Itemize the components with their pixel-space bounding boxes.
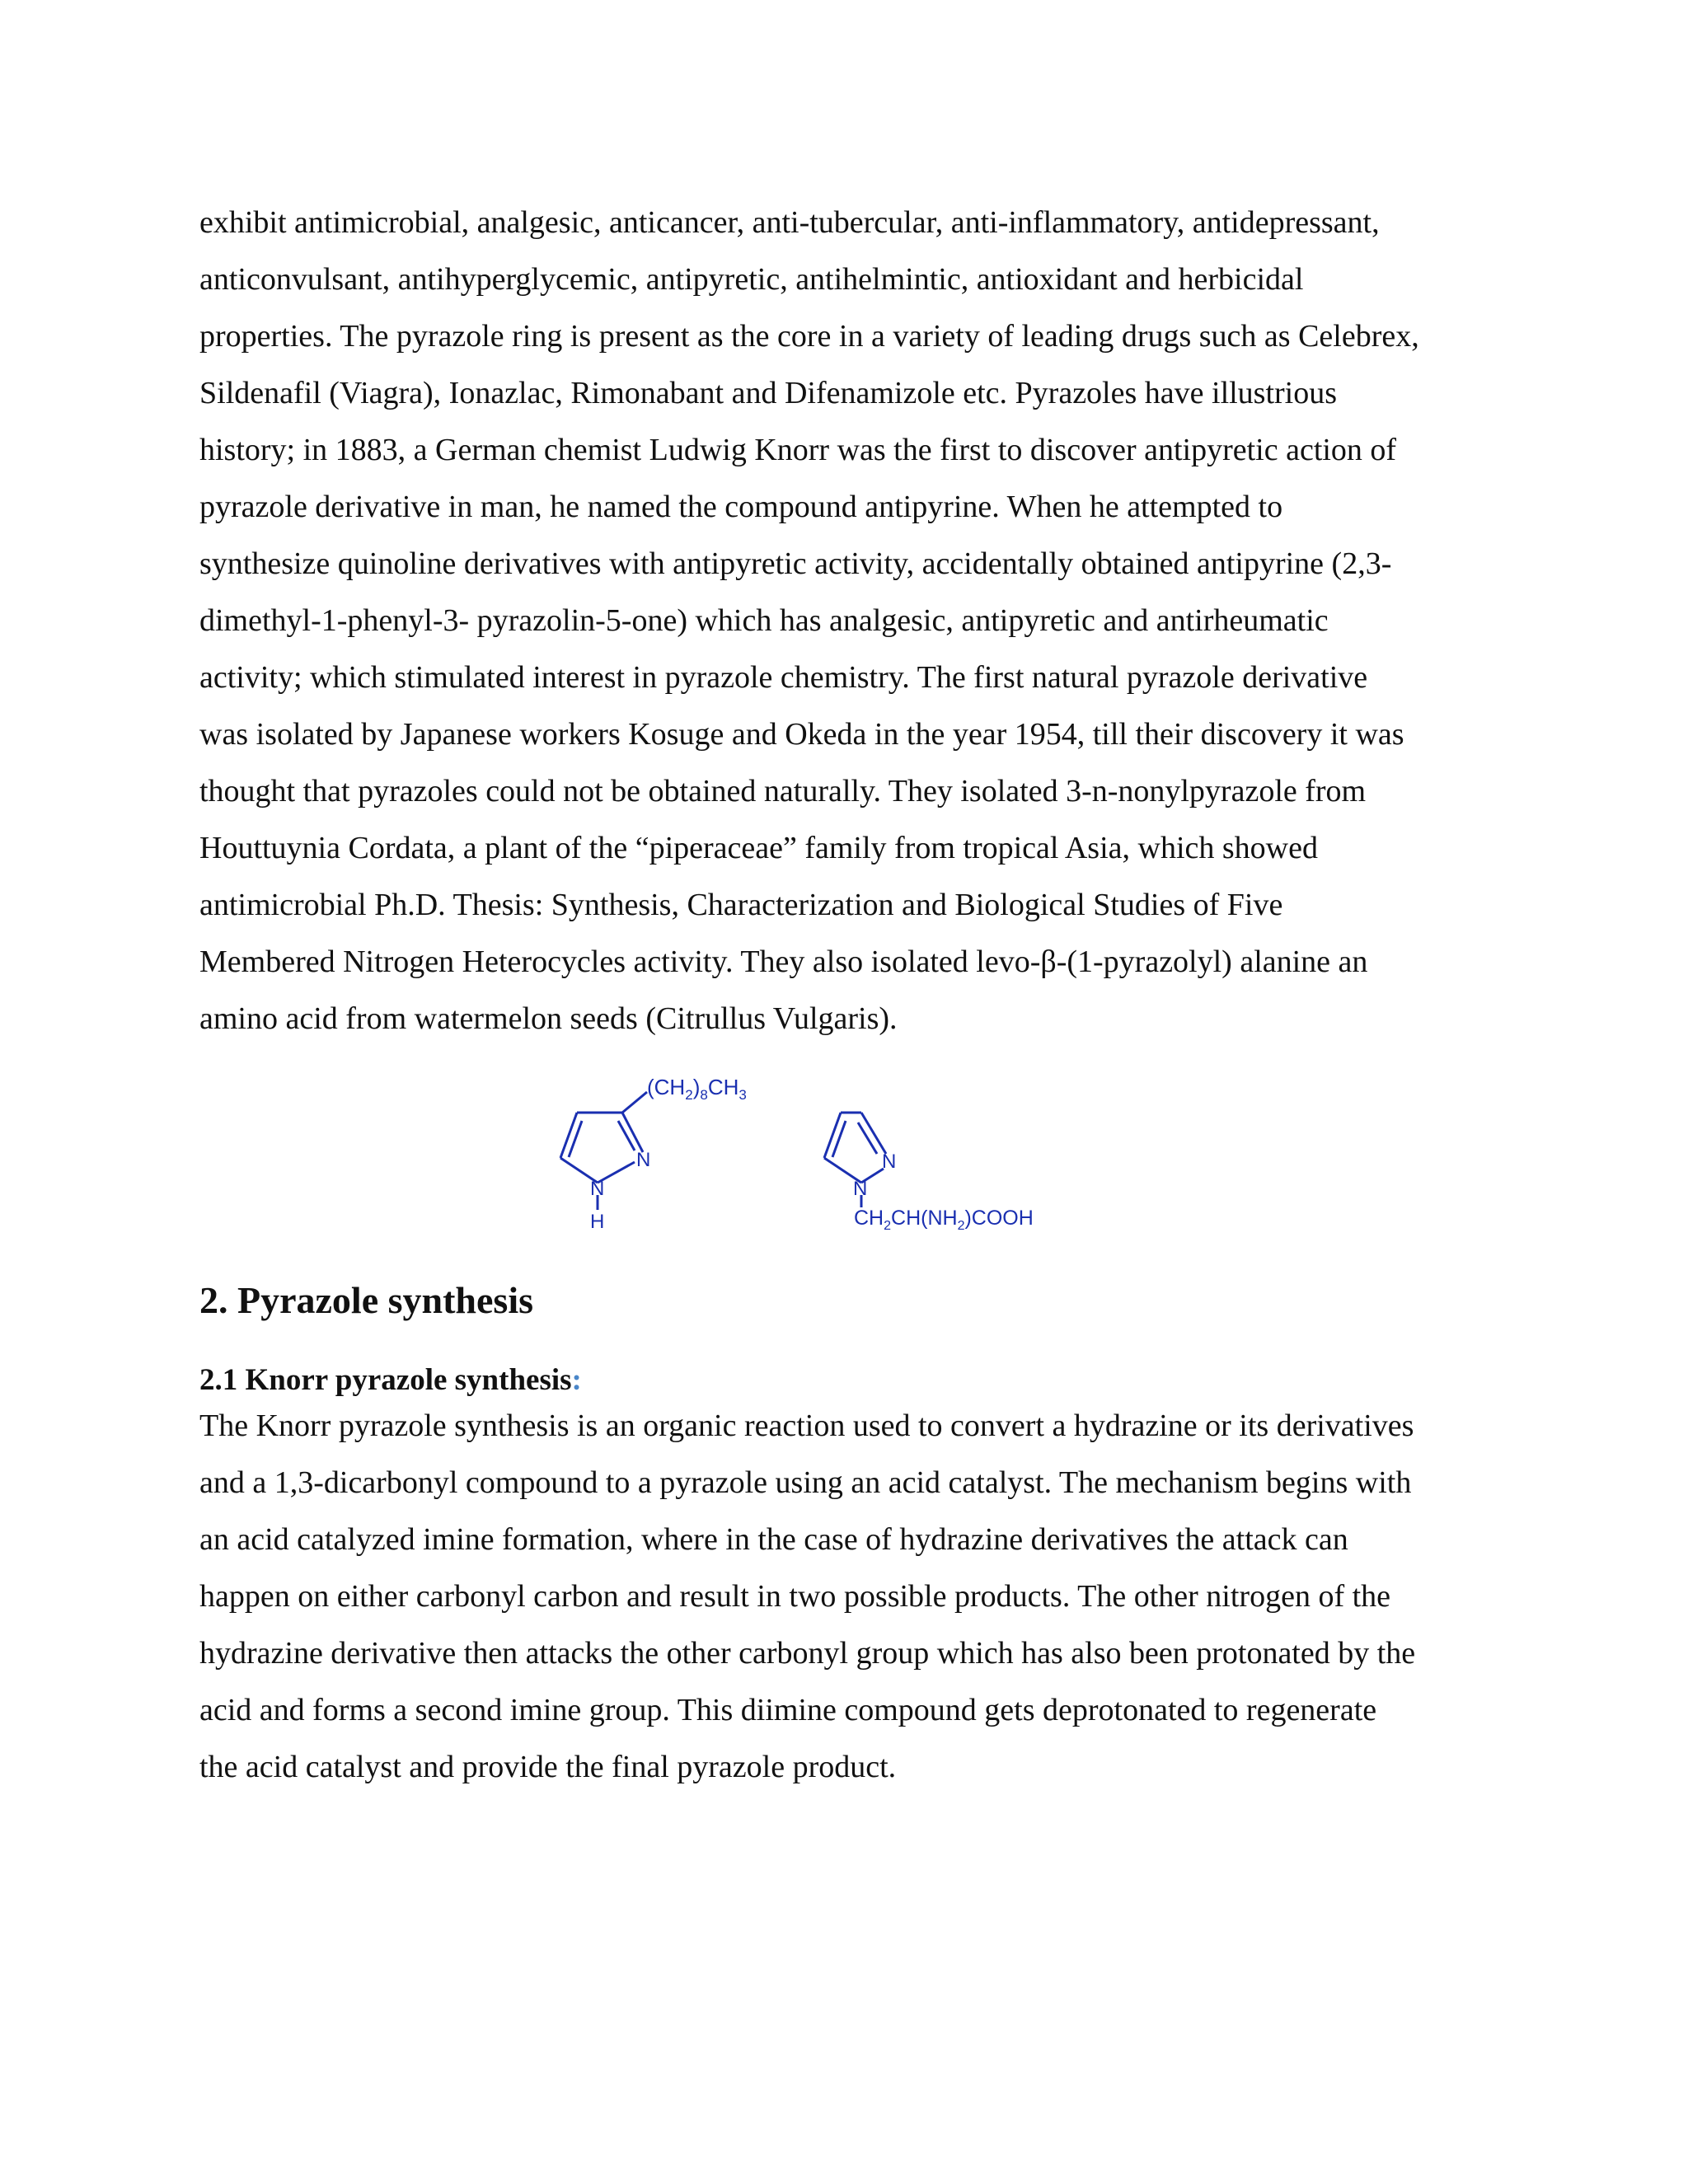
text-line: synthesize quinoline derivatives with antipyretic activity, accidentally obtained antipyrine (2,3-	[199, 546, 1392, 581]
text-line: pyrazole derivative in man, he named the compound antipyrine. When he attempted to	[199, 490, 1283, 524]
text-line: Sildenafil (Viagra), Ionazlac, Rimonabant and Difenamizole etc. Pyrazoles have illustrious	[199, 376, 1338, 410]
text-line: thought that pyrazoles could not be obtained naturally. They isolated 3-n-nonylpyrazole from	[199, 774, 1367, 808]
alanine-sidechain-label: $CH_2CH(NH_2)COOH$	[854, 1207, 1034, 1233]
text-line: history; in 1883, a German chemist Ludwig Knorr was the first to discover antipyretic action of	[199, 433, 1397, 467]
text-line: dimethyl-1-phenyl-3- pyrazolin-5-one) which has analgesic, antipyretic and antirheumatic	[199, 603, 1329, 638]
text-line: was isolated by Japanese workers Kosuge and Okeda in the year 1954, till their discovery it was	[199, 717, 1404, 752]
intro-paragraph	[199, 194, 1502, 1047]
text-line: antimicrobial Ph.D. Thesis: Synthesis, Characterization and Biological Studies of Five	[199, 888, 1283, 922]
bottom-nitrogen-label: N	[590, 1178, 605, 1200]
text-line: an acid catalyzed imine formation, where in the case of hydrazine derivatives the attack can	[199, 1522, 1348, 1557]
text-line: activity; which stimulated interest in pyrazole chemistry. The first natural pyrazole derivative	[199, 660, 1368, 695]
text-line: the acid catalyst and provide the final pyrazole product.	[199, 1750, 897, 1784]
text-line: anticonvulsant, antihyperglycemic, antipyretic, antihelmintic, antioxidant and herbicidal	[199, 262, 1304, 297]
text-line: properties. The pyrazole ring is present as the core in a variety of leading drugs such as Celebrex,	[199, 319, 1419, 354]
nonyl-substituent-label: $(CH_2)_8CH_3$	[647, 1075, 747, 1103]
text-line: hydrazine derivative then attacks the other carbonyl group which has also been protonated by the	[199, 1636, 1416, 1671]
text-line: The Knorr pyrazole synthesis is an organic reaction used to convert a hydrazine or its derivatives	[199, 1408, 1414, 1443]
section-heading: 2. Pyrazole synthesis	[199, 1279, 534, 1321]
chemical-structures-svg	[544, 1071, 1104, 1236]
hydrogen-label: H	[590, 1211, 605, 1233]
text-line: acid and forms a second imine group. This diimine compound gets deprotonated to regenerate	[199, 1693, 1377, 1727]
text-line: Houttuynia Cordata, a plant of the “piperaceae” family from tropical Asia, which showed	[199, 831, 1318, 865]
text-line: happen on either carbonyl carbon and result in two possible products. The other nitrogen of the	[199, 1579, 1391, 1614]
bottom-nitrogen-label: N	[853, 1178, 868, 1200]
knorr-paragraph	[199, 1398, 1502, 1796]
ring-nitrogen-label: N	[636, 1149, 651, 1171]
pyrazole-structures-figure	[544, 1071, 1104, 1236]
text-line: Membered Nitrogen Heterocycles activity. They also isolated levo-β-(1-pyrazolyl) alanine an	[199, 944, 1368, 979]
ring-nitrogen-label: N	[882, 1151, 897, 1173]
subsection-heading	[199, 1360, 582, 1401]
text-line: and a 1,3-dicarbonyl compound to a pyrazole using an acid catalyst. The mechanism begins with	[199, 1465, 1412, 1500]
text-line: exhibit antimicrobial, analgesic, anticancer, anti-tubercular, anti-inflammatory, antidepressant,	[199, 205, 1380, 240]
subsection-colon: :	[571, 1363, 582, 1397]
subsection-title: 2.1 Knorr pyrazole synthesis	[199, 1363, 572, 1397]
text-line: amino acid from watermelon seeds (Citrullus Vulgaris).	[199, 1001, 898, 1036]
